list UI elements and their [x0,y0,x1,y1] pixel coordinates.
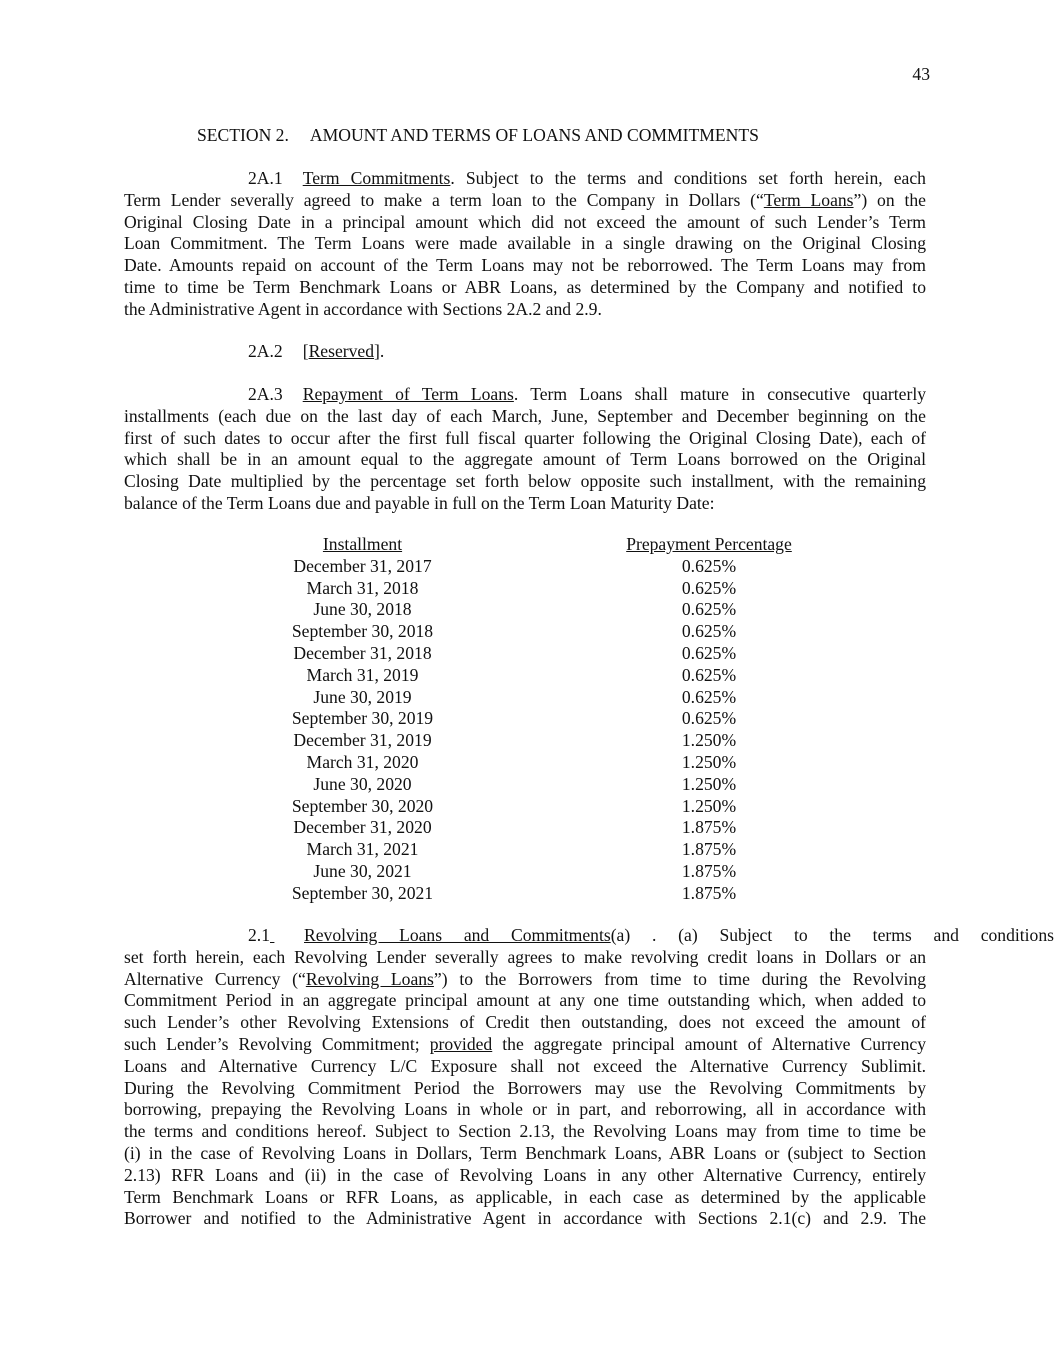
section-number: 2.1 [248,925,270,945]
para-text: the aggregate principal amount of Alternative Currency [492,1033,926,1054]
para-line: set forth herein, each Revolving Lender severally agrees to make revolving credit loans in Dollars or an [124,946,926,967]
prepayment-percentage: 1.875% [681,882,737,903]
prepayment-percentage: 1.250% [681,751,737,772]
section-number: 2A.2 [248,341,283,361]
para-line: Closing Date multiplied by the percentage set forth below opposite such installment, with the remaining [124,471,926,492]
column-header-installment: Installment [322,534,403,554]
defined-term: Reserved [308,341,375,361]
prepayment-percentage: 1.250% [681,795,737,816]
prepayment-percentage: 1.875% [681,839,737,860]
paragraph-2a3 [124,384,926,515]
para-text: . Term Loans shall mature in consecutive quarterly [513,384,927,404]
table-row [0,621,1055,643]
defined-term: Revolving Loans [305,968,434,989]
table-row [0,839,1055,861]
para-text: ”) to the Borrowers from time to time during the Revolving [433,968,926,989]
prepayment-percentage: 0.625% [681,621,737,642]
para-text: ]. [374,341,385,361]
installment-date: March 31, 2018 [306,577,419,598]
paragraph-2a2 [124,341,926,363]
section-number: 2A.3 [248,384,283,404]
para-text: such Lender’s Revolving Commitment; [124,1033,430,1054]
installment-date: June 30, 2019 [313,686,412,707]
installment-date: March 31, 2021 [306,839,419,860]
para-line: Borrower and notified to the Administrative Agent in accordance with Sections 2.1(c) and 2.9. The [124,1208,926,1229]
prepayment-percentage: 0.625% [681,664,737,685]
table-row [0,817,1055,839]
para-line: (i) in the case of Revolving Loans in Dollars, Term Benchmark Loans, ABR Loans or (subject to Section [124,1142,926,1163]
para-line: Original Closing Date in a principal amount which did not exceed the amount of such Lender’s Term [124,211,926,232]
defined-term: Repayment of Term Loans [302,384,514,404]
para-line [124,1034,926,1056]
installment-date: September 30, 2020 [291,795,434,816]
repayment-schedule-table [0,534,1055,905]
para-line [124,925,1054,947]
installment-date: March 31, 2020 [306,751,419,772]
para-line: Term Benchmark Loans or RFR Loans, as applicable, in each case as determined by the applicable [124,1186,926,1207]
paragraph-2a1 [124,168,926,321]
table-body [0,556,1055,905]
para-line: time to time be Term Benchmark Loans or ABR Loans, as determined by the Company and notified to [124,276,926,297]
para-line: Loans and Alternative Currency L/C Exposure shall not exceed the Alternative Currency Sublimit. [124,1055,926,1076]
tab-underline [270,925,304,947]
table-row [0,796,1055,818]
table-row [0,665,1055,687]
prepayment-percentage: 0.625% [681,555,737,576]
prepayment-percentage: 0.625% [681,599,737,620]
section-number: 2A.1 [248,168,283,188]
installment-date: September 30, 2018 [291,621,434,642]
para-text: ”) on the [853,189,926,210]
para-line: balance of the Term Loans due and payable in full on the Term Loan Maturity Date: [124,492,715,513]
para-line: installments (each due on the last day of each March, June, September and December beginning on the [124,405,926,426]
installment-date: June 30, 2018 [313,599,412,620]
para-text: (a) . (a) Subject to the terms and conditions [610,925,1054,945]
table-header-row [0,534,1055,556]
installment-date: December 31, 2017 [293,555,432,576]
para-line [124,168,926,190]
para-line [124,341,926,363]
para-text: Alternative Currency (“ [124,968,306,989]
defined-term: Term Loans [763,189,854,210]
installment-date: December 31, 2019 [293,730,432,751]
table-row [0,774,1055,796]
table-row [0,556,1055,578]
para-text: . Subject to the terms and conditions set forth herein, each [450,168,926,188]
para-line: During the Revolving Commitment Period the Borrowers may use the Revolving Commitments by [124,1077,926,1098]
table-row [0,687,1055,709]
prepayment-percentage: 1.250% [681,730,737,751]
table-row [0,752,1055,774]
table-row [0,643,1055,665]
page-number: 43 [912,64,930,84]
para-text: Term Lender severally agreed to make a term loan to the Company in Dollars (“ [124,189,764,210]
prepayment-percentage: 0.625% [681,708,737,729]
table-row [0,861,1055,883]
prepayment-percentage: 1.250% [681,773,737,794]
defined-term: provided [429,1033,493,1054]
para-line: the terms and conditions hereof. Subject to Section 2.13, the Revolving Loans may from time to time be [124,1121,926,1142]
column-header-prepayment-percentage: Prepayment Percentage [626,534,792,554]
defined-term: Revolving Loans and Commitments [304,925,611,945]
prepayment-percentage: 1.875% [681,860,737,881]
para-line: first of such dates to occur after the first full fiscal quarter following the Original Closing Date), each of [124,427,926,448]
para-line: Loan Commitment. The Term Loans were made available in a single drawing on the Original Closing [124,233,926,254]
section-heading: SECTION 2. AMOUNT AND TERMS OF LOANS AND COMMITMENTS [197,125,759,145]
defined-term: Term Commitments [302,168,451,188]
installment-date: September 30, 2021 [291,882,434,903]
installment-date: September 30, 2019 [291,708,434,729]
paragraph-2-1 [124,925,1054,1230]
table-row [0,883,1055,905]
prepayment-percentage: 0.625% [681,642,737,663]
para-line: which shall be in an amount equal to the aggregate amount of Term Loans borrowed on the Original [124,449,926,470]
table-row [0,599,1055,621]
para-line [124,969,926,991]
installment-date: March 31, 2019 [306,664,419,685]
table-row [0,578,1055,600]
para-line: Date. Amounts repaid on account of the Term Loans may not be reborrowed. The Term Loans may from [124,255,926,276]
installment-date: December 31, 2020 [293,817,432,838]
para-line: borrowing, prepaying the Revolving Loans in whole or in part, and reborrowing, all in accordance with [124,1099,926,1120]
para-line [124,384,926,406]
prepayment-percentage: 0.625% [681,686,737,707]
prepayment-percentage: 0.625% [681,577,737,598]
installment-date: June 30, 2020 [313,773,412,794]
table-row [0,708,1055,730]
para-text: [ [302,341,309,361]
para-line [124,190,926,212]
installment-date: June 30, 2021 [313,860,412,881]
para-line: the Administrative Agent in accordance with Sections 2A.2 and 2.9. [124,298,602,319]
para-line: 2.13) RFR Loans and (ii) in the case of Revolving Loans in any other Alternative Currency, entirely [124,1164,926,1185]
para-line: Commitment Period in an aggregate principal amount at any one time outstanding which, when added to [124,990,926,1011]
table-row [0,730,1055,752]
para-line: such Lender’s other Revolving Extensions of Credit then outstanding, does not exceed the amount of [124,1012,926,1033]
installment-date: December 31, 2018 [293,642,432,663]
prepayment-percentage: 1.875% [681,817,737,838]
